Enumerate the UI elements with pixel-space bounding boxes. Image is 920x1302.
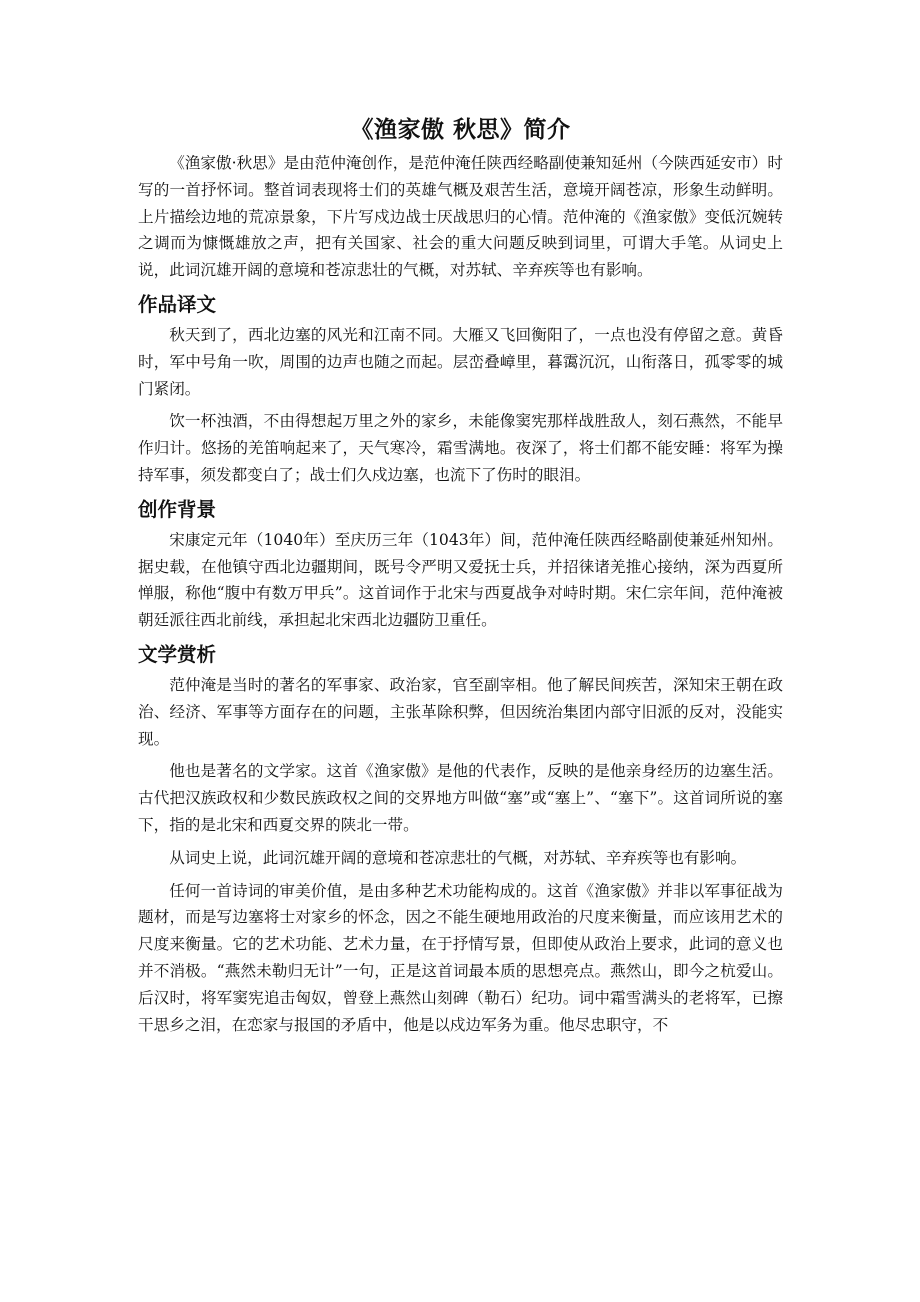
appreciation-paragraph: 范仲淹是当时的著名的军事家、政治家，官至副宰相。他了解民间疾苦，深知宋王朝在政治、经济、军事等方面存在的问题，主张革除积弊，但因统治集团内部守旧派的反对，没能实现。 [138,675,783,748]
appreciation-paragraph: 他也是著名的文学家。这首《渔家傲》是他的代表作，反映的是他亲身经历的边塞生活。古代把汉族政权和少数民族政权之间的交界地方叫做“塞”或“塞上”、“塞下”。这首词所说的塞下，指的是北宋和西夏交界的陕北一带。 [138,762,783,834]
document-title: 《渔家傲 秋思》简介 [350,117,571,143]
intro-paragraph: 《渔家傲·秋思》是由范仲淹创作，是范仲淹任陕西经略副使兼知延州（今陕西延安市）时写的一首抒怀词。整首词表现将士们的英雄气概及艰苦生活，意境开阔苍凉，形象生动鲜明。上片描绘边地的荒凉景象，下片写戍边战士厌战思归的心情。范仲淹的《渔家傲》变低沉婉转之调而为慷慨雄放之声，把有关国家、社会的重大问题反映到词里，可谓大手笔。从词史上说，此词沉雄开阔的意境和苍凉悲壮的气概，对苏轼、辛弃疾等也有影响。 [138,154,783,280]
section-heading-translation: 作品译文 [138,292,217,316]
background-paragraph: 宋康定元年（1040年）至庆历三年（1043年）间，范仲淹任陕西经略副使兼延州知州。据史载，在他镇守西北边疆期间，既号令严明又爱抚士兵，并招徕诸羌推心接纳，深为西夏所惮服，称他“腹中有数万甲兵”。这首词作于北宋与西夏战争对峙时期。宋仁宗年间，范仲淹被朝廷派往西北前线，承担起北宋西北边疆防卫重任。 [138,530,783,630]
appreciation-paragraph: 任何一首诗词的审美价值，是由多种艺术功能构成的。这首《渔家傲》并非以军事征战为题材，而是写边塞将士对家乡的怀念，因之不能生硬地用政治的尺度来衡量，而应该用艺术的尺度来衡量。它的艺术功能、艺术力量，在于抒情写景，但即使从政治上要求，此词的意义也并不消极。“燕然未勒归无计”一句，正是这首词最本质的思想亮点。燕然山，即今之杭爱山。后汉时，将军窦宪追击匈奴，曾登上燕然山刻碑（勒石）纪功。词中霜雪满头的老将军，已擦干思乡之泪，在恋家与报国的矛盾中，他是以戍边军务为重。他尽忠职守，不 [138,881,783,1034]
section-heading-appreciation: 文学赏析 [138,642,217,666]
document-page [138,112,783,1044]
section-heading-background: 创作背景 [138,497,217,521]
appreciation-paragraph: 从词史上说，此词沉雄开阔的意境和苍凉悲壮的气概，对苏轼、辛弃疾等也有影响。 [169,848,747,867]
translation-paragraph: 秋天到了，西北边塞的风光和江南不同。大雁又飞回衡阳了，一点也没有停留之意。黄昏时，军中号角一吹，周围的边声也随之而起。层峦叠嶂里，暮霭沉沉，山衔落日，孤零零的城门紧闭。 [138,325,783,398]
translation-paragraph: 饮一杯浊酒，不由得想起万里之外的家乡，未能像窦宪那样战胜敌人，刻石燕然，不能早作归计。悠扬的羌笛响起来了，天气寒冷，霜雪满地。夜深了，将士们都不能安睡：将军为操持军事，须发都变白了；战士们久戍边塞，也流下了伤时的眼泪。 [138,412,783,484]
